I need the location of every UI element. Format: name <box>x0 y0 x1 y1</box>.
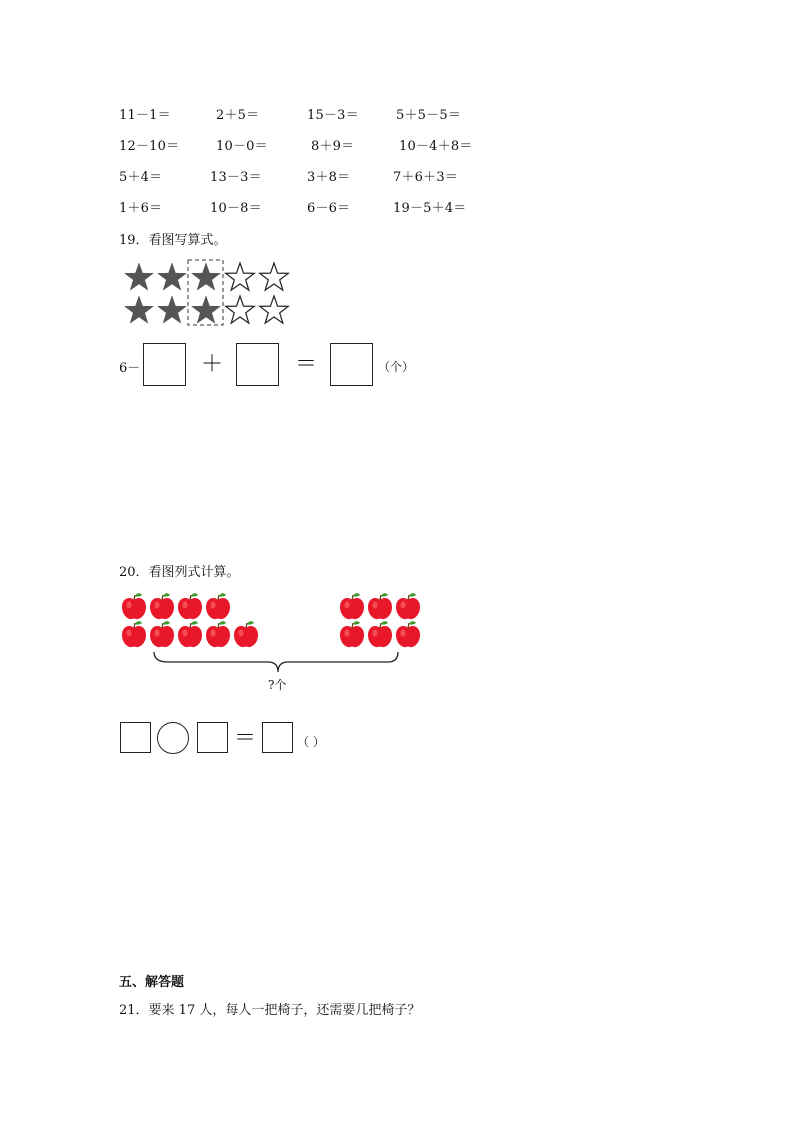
hollow-star-icon <box>226 263 255 290</box>
section-heading: 五、解答题 <box>119 975 185 990</box>
calc-item: 7＋6＋3＝ <box>393 170 459 185</box>
calc-item: 11－1＝ <box>119 108 171 123</box>
calc-item: 3＋8＝ <box>307 170 351 185</box>
hollow-star-icon <box>260 296 289 323</box>
calc-item: 15－3＝ <box>307 108 359 123</box>
filled-stars <box>125 263 221 323</box>
calc-item: 1＋6＝ <box>119 201 163 216</box>
apple-icon <box>340 621 364 647</box>
calc-item: 10－4＋8＝ <box>399 139 473 154</box>
apple-icon <box>122 621 146 647</box>
equation-prefix: 6－ <box>119 361 141 376</box>
brace-label: ?个 <box>268 678 287 692</box>
answer-box[interactable] <box>330 343 373 386</box>
star-figure <box>118 258 298 330</box>
apple-icon <box>368 621 392 647</box>
apple-icon <box>234 621 258 647</box>
apple-icon <box>122 593 146 619</box>
hollow-star-icon <box>226 296 255 323</box>
calc-item: 19－5＋4＝ <box>393 201 467 216</box>
question-21: 21．要来 17 人，每人一把椅子，还需要几把椅子？ <box>119 1003 421 1018</box>
answer-box[interactable] <box>262 722 293 753</box>
question-20-title: 20．看图列式计算。 <box>119 565 240 580</box>
calc-item: 5＋5－5＝ <box>396 108 462 123</box>
calc-item: 13－3＝ <box>210 170 262 185</box>
question-19-title: 19．看图写算式。 <box>119 233 227 248</box>
apple-icon <box>206 593 230 619</box>
apples-left <box>122 593 258 647</box>
answer-box[interactable] <box>120 722 151 753</box>
brace <box>154 652 398 672</box>
apple-icon <box>150 621 174 647</box>
apples-right <box>340 593 420 647</box>
equals-sign: ＝ <box>234 726 257 751</box>
operator-circle[interactable] <box>157 722 189 754</box>
unit-label: （ ） <box>297 735 325 749</box>
unit-label: （个） <box>378 360 415 374</box>
calc-item: 6－6＝ <box>307 201 351 216</box>
apple-icon <box>396 621 420 647</box>
hollow-star-icon <box>260 263 289 290</box>
filled-star-icon <box>125 263 154 290</box>
apple-icon <box>396 593 420 619</box>
apple-icon <box>368 593 392 619</box>
calc-item: 10－0＝ <box>216 139 268 154</box>
equals-sign: ＝ <box>295 352 318 377</box>
filled-star-icon <box>158 263 187 290</box>
apple-icon <box>178 621 202 647</box>
apple-icon <box>340 593 364 619</box>
calc-item: 8＋9＝ <box>311 139 355 154</box>
apple-icon <box>206 621 230 647</box>
calc-item: 2＋5＝ <box>216 108 260 123</box>
calc-item: 5＋4＝ <box>119 170 163 185</box>
filled-star-icon <box>192 296 221 323</box>
hollow-stars <box>226 263 289 323</box>
answer-box[interactable] <box>197 722 228 753</box>
filled-star-icon <box>125 296 154 323</box>
filled-star-icon <box>192 263 221 290</box>
apple-icon <box>178 593 202 619</box>
calc-item: 12－10＝ <box>119 139 180 154</box>
filled-star-icon <box>158 296 187 323</box>
answer-box[interactable] <box>236 343 279 386</box>
calc-item: 10－8＝ <box>210 201 262 216</box>
plus-sign: ＋ <box>201 352 224 377</box>
answer-box[interactable] <box>143 343 186 386</box>
apple-icon <box>150 593 174 619</box>
